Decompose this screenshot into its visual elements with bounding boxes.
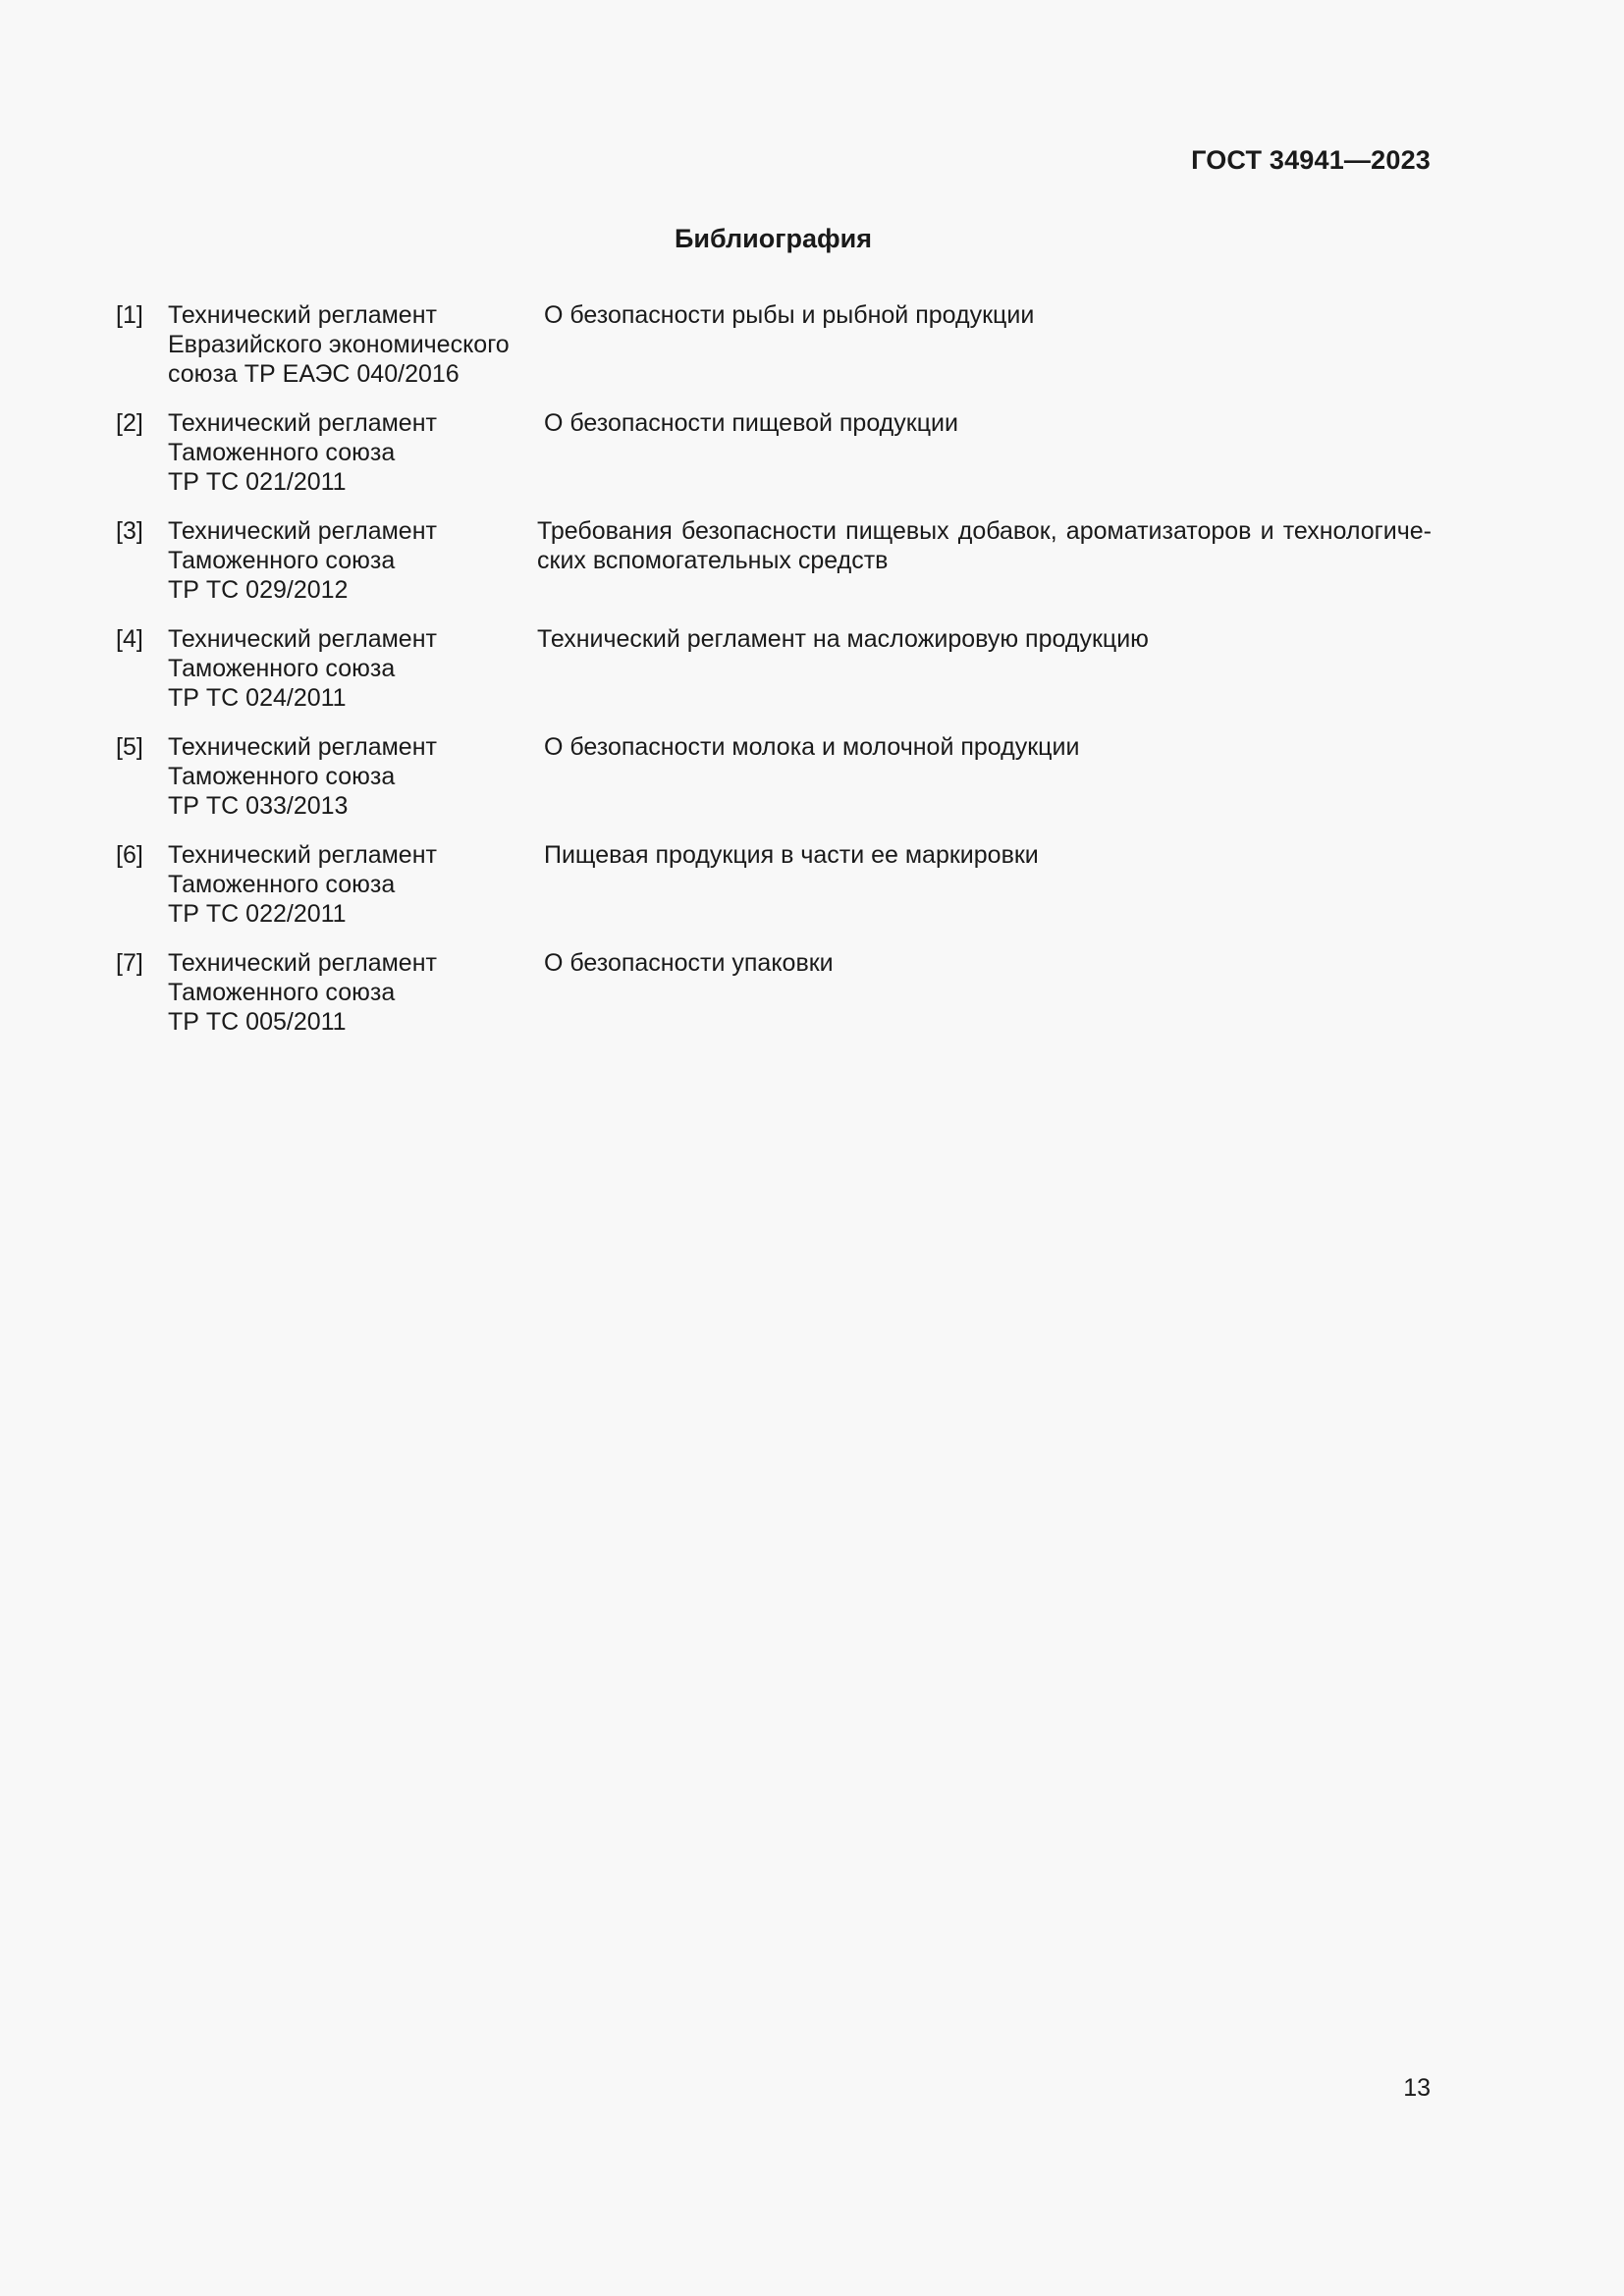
- entry-source: [168, 948, 531, 1037]
- entry-source: [168, 408, 531, 497]
- entry-source-line: Технический регламент: [168, 301, 437, 329]
- entry-source-line: Технический регламент: [168, 733, 437, 761]
- entry-number: [5]: [116, 733, 143, 761]
- entry-title: О безопасности пищевой продукции: [544, 409, 958, 437]
- bibliography-list: [116, 300, 1432, 1056]
- entry-number: [6]: [116, 841, 143, 869]
- entry-title: Требования безопасности пищевых добавок, ароматизаторов и технологиче-ских вспомогательных средств: [537, 517, 1432, 574]
- bibliography-entry: [116, 300, 1432, 408]
- entry-source-line: Таможенного союза: [168, 979, 396, 1006]
- section-title: Библиография: [675, 224, 872, 253]
- entry-title: О безопасности рыбы и рыбной продукции: [544, 301, 1035, 329]
- entry-source: [168, 300, 531, 389]
- entry-source-line: ТР ТС 005/2011: [168, 1008, 347, 1036]
- entry-source-line: Евразийского экономического: [168, 331, 510, 358]
- entry-source-line: Технический регламент: [168, 625, 437, 653]
- entry-source-line: союза ТР ЕАЭС 040/2016: [168, 360, 460, 388]
- entry-title: Пищевая продукция в части ее маркировки: [544, 841, 1039, 869]
- entry-source-line: Таможенного союза: [168, 871, 396, 898]
- entry-source-line: ТР ТС 021/2011: [168, 468, 347, 496]
- entry-source: [168, 732, 531, 821]
- bibliography-entry: [116, 408, 1432, 516]
- entry-source-line: Таможенного союза: [168, 763, 396, 790]
- entry-source-line: Технический регламент: [168, 517, 437, 545]
- entry-number: [3]: [116, 517, 143, 545]
- entry-source-line: Технический регламент: [168, 949, 437, 977]
- entry-source: [168, 516, 531, 605]
- bibliography-entry: [116, 624, 1432, 732]
- entry-source: [168, 840, 531, 929]
- entry-source-line: ТР ТС 024/2011: [168, 684, 347, 712]
- entry-number: [1]: [116, 301, 143, 329]
- entry-source-line: ТР ТС 022/2011: [168, 900, 347, 928]
- entry-number: [7]: [116, 949, 143, 977]
- bibliography-entry: [116, 516, 1432, 624]
- page-number: 13: [1403, 2074, 1431, 2102]
- entry-number: [2]: [116, 409, 143, 437]
- entry-source-line: Технический регламент: [168, 409, 437, 437]
- entry-number: [4]: [116, 625, 143, 653]
- entry-title: О безопасности молока и молочной продукции: [544, 733, 1080, 761]
- entry-source-line: ТР ТС 029/2012: [168, 576, 349, 604]
- entry-source-line: Таможенного союза: [168, 547, 396, 574]
- entry-source-line: Технический регламент: [168, 841, 437, 869]
- entry-title: О безопасности упаковки: [544, 949, 834, 977]
- entry-source-line: ТР ТС 033/2013: [168, 792, 349, 820]
- bibliography-entry: [116, 840, 1432, 948]
- entry-title: Технический регламент на масложировую продукцию: [537, 625, 1149, 653]
- entry-source: [168, 624, 531, 713]
- document-code: ГОСТ 34941—2023: [1191, 145, 1431, 175]
- entry-source-line: Таможенного союза: [168, 655, 396, 682]
- entry-source-line: Таможенного союза: [168, 439, 396, 466]
- bibliography-entry: [116, 948, 1432, 1056]
- bibliography-entry: [116, 732, 1432, 840]
